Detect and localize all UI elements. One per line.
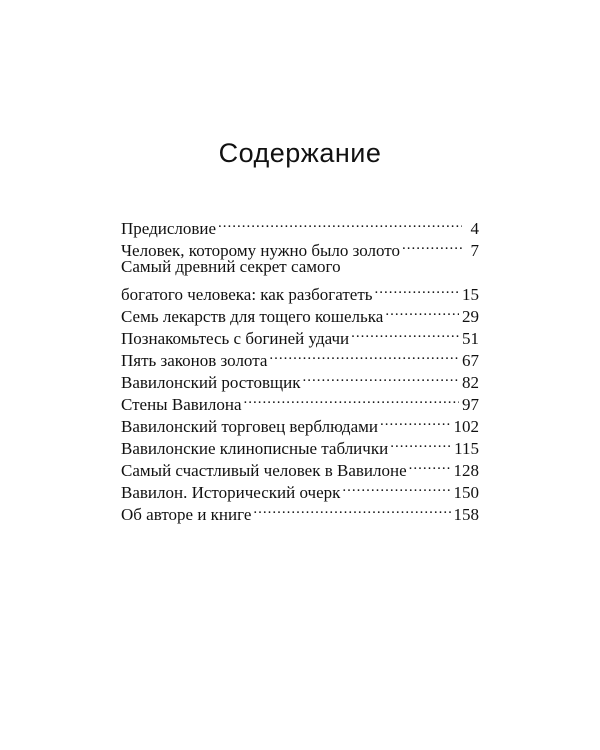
toc-dot-leader [351, 322, 459, 344]
toc-dot-leader [269, 344, 459, 366]
toc-entry-title: Об авторе и книге [121, 505, 252, 524]
toc-dot-leader [402, 234, 462, 256]
toc-page-number: 128 [453, 461, 479, 480]
toc-entry-title: Человек, которому нужно было золото [121, 241, 400, 260]
toc-page-number: 4 [470, 219, 479, 238]
toc-entry-title: Предисловие [121, 219, 217, 238]
toc-dot-leader [409, 454, 451, 476]
toc-page-number: 15 [462, 285, 479, 304]
toc-dot-leader [390, 432, 451, 454]
toc-entry-title-line1: Самый древний секрет самого [121, 257, 341, 276]
toc-page-number: 51 [462, 329, 479, 348]
toc-page-number: 150 [453, 483, 479, 502]
toc-page-number: 115 [454, 439, 479, 458]
toc-entry-title: Самый счастливый человек в Вавилоне [121, 461, 407, 480]
toc-entry-title: Познакомьтесь с богиней удачи [121, 329, 350, 348]
toc-dot-leader [218, 212, 462, 234]
toc-dot-leader [253, 498, 450, 520]
toc-dot-leader [303, 366, 460, 388]
toc-entry-title: Вавилонский торговец верблюдами [121, 417, 378, 436]
toc-entry-title: Стены Вавилона [121, 395, 242, 414]
toc-page-number: 7 [470, 241, 479, 260]
toc-page-number: 67 [462, 351, 479, 370]
toc-dot-leader [375, 278, 459, 300]
toc-entry-title: Семь лекарств для тощего кошелька [121, 307, 384, 326]
toc-entry-title: Вавилонский ростовщик [121, 373, 301, 392]
toc-entry [121, 256, 479, 304]
toc-dot-leader [380, 410, 451, 432]
toc-entry-title: Вавилонские клинописные таблички [121, 439, 389, 458]
toc-page-number: 102 [453, 417, 479, 436]
toc-dot-leader [385, 300, 459, 322]
toc-entry-title: Вавилон. Исторический очерк [121, 483, 341, 502]
toc-page-number: 29 [462, 307, 479, 326]
toc-page-number: 97 [462, 395, 479, 414]
toc-dot-leader [244, 388, 460, 410]
page-title: Содержание [218, 138, 382, 168]
toc-entry-preface [121, 212, 479, 238]
toc-page-number: 158 [453, 505, 479, 524]
toc-dot-leader [342, 476, 450, 498]
toc-page-number: 82 [462, 373, 479, 392]
toc-entry-title: богатого человека: как разбогатеть [121, 285, 373, 304]
toc-entry-title: Пять законов золота [121, 351, 268, 370]
table-of-contents [121, 212, 479, 524]
